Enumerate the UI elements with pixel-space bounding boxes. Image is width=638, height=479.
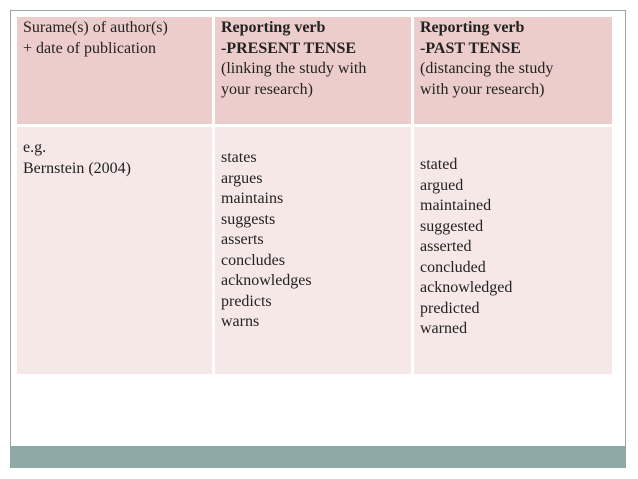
present-verb: states — [221, 149, 257, 166]
header-past-note-2: with your research) — [420, 80, 545, 98]
header-past-title: Reporting verb — [420, 19, 525, 36]
header-past-tense-label: -PAST TENSE — [420, 39, 521, 57]
example-citation: Bernstein (2004) — [23, 159, 131, 177]
header-present-title: Reporting verb — [221, 19, 326, 36]
present-verb: warns — [221, 313, 260, 330]
present-verb: argues — [221, 169, 263, 187]
past-verb: warned — [420, 320, 468, 337]
present-verb: maintains — [221, 190, 284, 207]
present-verb: predicts — [221, 292, 272, 310]
past-verb: predicted — [420, 299, 480, 317]
header-past-tense — [414, 17, 612, 124]
header-present-note-1: (linking the study with — [221, 60, 367, 77]
past-verbs-cell — [414, 127, 612, 374]
past-verb: asserted — [420, 238, 472, 255]
reporting-verbs-table — [14, 14, 615, 377]
header-past-note-1: (distancing the study — [420, 60, 554, 77]
present-verb: acknowledges — [221, 272, 312, 289]
present-verb: concludes — [221, 251, 285, 269]
header-author-date — [17, 17, 212, 124]
past-verb: maintained — [420, 197, 492, 214]
header-present-note-2: your research) — [221, 80, 313, 98]
present-verb: asserts — [221, 231, 264, 248]
past-verb: argued — [420, 176, 464, 194]
past-verb: acknowledged — [420, 279, 513, 296]
header-author-line: Surame(s) of author(s) — [23, 19, 168, 36]
past-verb: suggested — [420, 217, 484, 235]
present-verbs-cell — [215, 127, 411, 374]
past-verb: stated — [420, 156, 458, 173]
example-row — [17, 127, 612, 374]
example-cell — [17, 127, 212, 374]
header-present-tense-label: -PRESENT TENSE — [221, 39, 357, 57]
header-row — [17, 17, 612, 124]
header-date-line: + date of publication — [23, 39, 156, 57]
footer-bar — [10, 446, 626, 468]
present-verb: suggests — [221, 210, 276, 228]
example-prefix: e.g. — [23, 139, 47, 156]
past-verb: concluded — [420, 258, 486, 276]
past-verbs-list — [420, 155, 606, 340]
present-verbs-list — [221, 148, 405, 333]
header-present-tense — [215, 17, 411, 124]
